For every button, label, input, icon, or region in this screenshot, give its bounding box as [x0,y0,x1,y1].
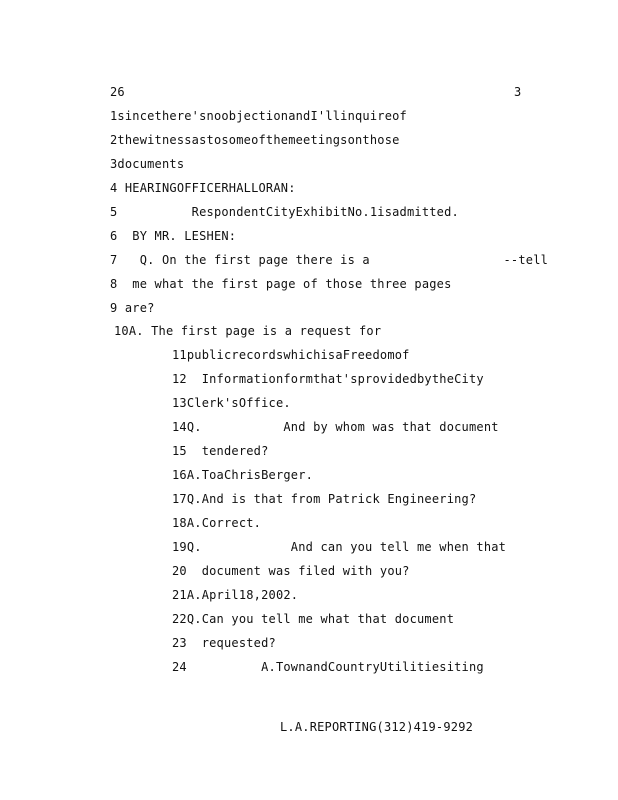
transcript-line: 16A.ToaChrisBerger. [172,468,314,482]
transcript-line: 1sincethere'snoobjectionandI'llinquireof [110,109,407,123]
transcript-line: 15 tendered? [172,444,269,458]
transcript-line: 9 are? [110,301,155,315]
transcript-line: 3documents [110,157,185,171]
transcript-line: 21A.April18,2002. [172,588,299,602]
transcript-line: 19Q. And can you tell me when that [172,540,507,554]
transcript-line: 14Q. And by whom was that document [172,420,499,434]
transcript-line: 24 A.TownandCountryUtilitiesiting [172,660,484,674]
transcript-line: 13Clerk'sOffice. [172,396,291,410]
transcript-line: 20 document was filed with you? [172,564,410,578]
transcript-line: 7 Q. On the first page there is a --tell [110,253,549,267]
page-number-left: 26 [110,85,125,99]
transcript-line: 6 BY MR. LESHEN: [110,229,237,243]
transcript-line: 11publicrecordswhichisaFreedomof [172,348,410,362]
transcript-line: 12 Informationformthat'sprovidedbytheCity [172,372,484,386]
transcript-line: 4 HEARINGOFFICERHALLORAN: [110,181,296,195]
transcript-line: 17Q.And is that from Patrick Engineering? [172,492,477,506]
transcript-line: 22Q.Can you tell me what that document [172,612,455,626]
transcript-line: 5 RespondentCityExhibitNo.1isadmitted. [110,205,459,219]
page-number-right: 3 [514,85,522,99]
transcript-line: 10A. The first page is a request for [114,324,382,338]
transcript-line: 23 requested? [172,636,276,650]
transcript-line: 2thewitnessastosomeofthemeetingsonthose [110,133,400,147]
transcript-line: 8 me what the first page of those three pages [110,277,452,291]
reporter-footer: L.A.REPORTING(312)419-9292 [280,720,474,734]
transcript-line: 18A.Correct. [172,516,262,530]
